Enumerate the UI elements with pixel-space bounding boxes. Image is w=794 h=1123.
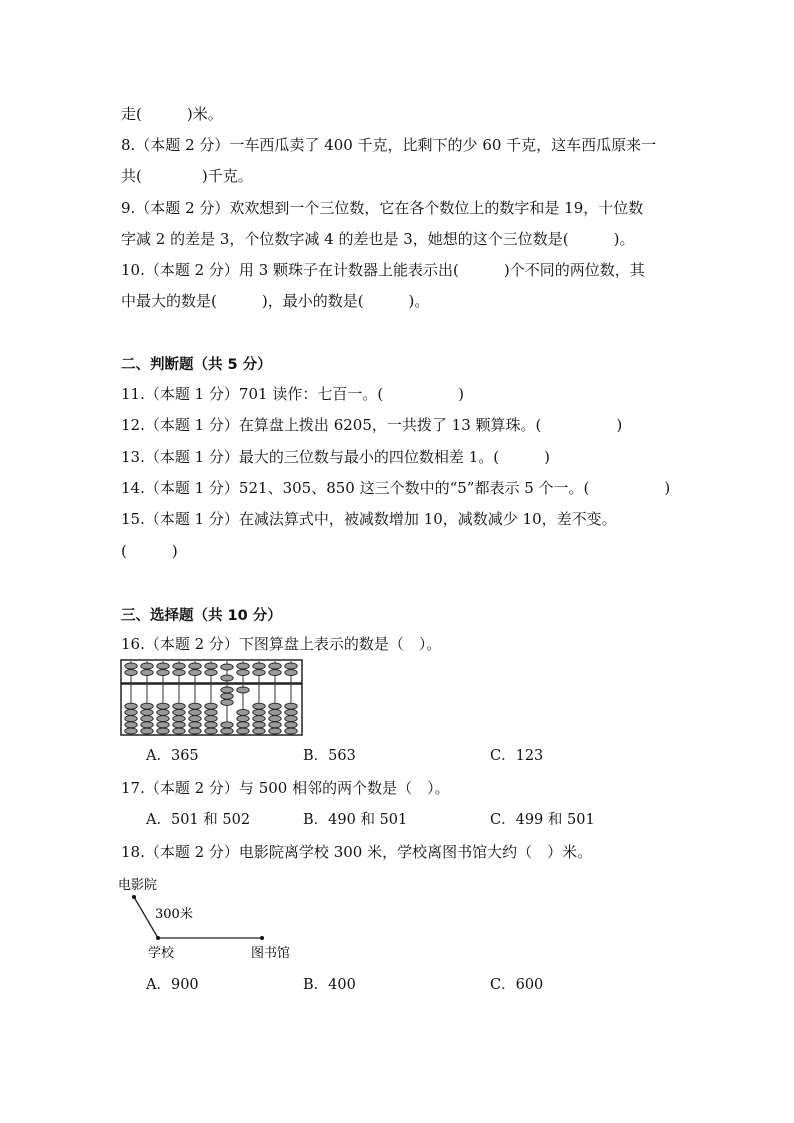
q7-tail-text: 走( )米。 — [121, 105, 223, 123]
abacus-earth-bead — [253, 722, 265, 728]
abacus-earth-bead — [205, 716, 217, 722]
abacus-earth-bead — [237, 716, 249, 722]
abacus-heaven-bead — [285, 670, 297, 676]
abacus-earth-bead — [189, 703, 201, 709]
q14-text: 14.（本题 1 分）521、305、850 这三个数中的“5”都表示 5 个一。( ) — [121, 479, 671, 497]
q12-text: 12.（本题 1 分）在算盘上拨出 6205，一共拨了 13 颗算珠。( ) — [121, 416, 623, 434]
abacus-earth-bead — [205, 728, 217, 734]
abacus-earth-bead — [285, 709, 297, 715]
abacus-earth-bead — [205, 703, 217, 709]
q16-stem: 16.（本题 2 分）下图算盘上表示的数是（ ）。 — [121, 635, 442, 653]
q16-option-c[interactable]: C．123 — [490, 748, 544, 764]
distance-diagram — [112, 872, 322, 964]
abacus-earth-bead — [173, 716, 185, 722]
q10-line1: 10.（本题 2 分）用 3 颗珠子在计数器上能表示出( )个不同的两位数，其 — [121, 261, 645, 279]
abacus-figure — [120, 658, 304, 738]
abacus-earth-bead — [269, 722, 281, 728]
abacus-heaven-bead — [157, 663, 169, 669]
abacus-heaven-bead — [285, 663, 297, 669]
abacus-heaven-bead — [189, 670, 201, 676]
abacus-heaven-bead — [173, 663, 185, 669]
abacus-earth-bead — [189, 709, 201, 715]
q15-line2: ( ) — [121, 542, 178, 560]
q11-text: 11.（本题 1 分）701 读作：七百一。( ) — [121, 385, 465, 403]
q17-option-b[interactable]: B．490 和 501 — [303, 812, 408, 828]
q17-option-c[interactable]: C．499 和 501 — [490, 812, 595, 828]
abacus-earth-bead — [125, 709, 137, 715]
abacus-earth-bead — [269, 728, 281, 734]
abacus-earth-bead — [285, 703, 297, 709]
abacus-earth-bead — [285, 728, 297, 734]
abacus-earth-bead — [205, 722, 217, 728]
abacus-heaven-bead — [237, 663, 249, 669]
section3-heading: 三、选择题（共 10 分） — [121, 608, 282, 624]
q18-option-c[interactable]: C．600 — [490, 977, 544, 993]
q15-line1: 15.（本题 1 分）在减法算式中，被减数增加 10，减数减少 10，差不变。 — [121, 510, 617, 528]
abacus-earth-bead — [221, 722, 233, 728]
abacus-heaven-bead — [221, 675, 233, 681]
abacus-earth-bead — [157, 722, 169, 728]
abacus-earth-bead — [157, 728, 169, 734]
abacus-heaven-bead — [125, 670, 137, 676]
abacus-earth-bead — [157, 709, 169, 715]
abacus-earth-bead — [237, 722, 249, 728]
cinema-point — [132, 895, 136, 899]
abacus-heaven-bead — [205, 670, 217, 676]
abacus-earth-bead — [285, 716, 297, 722]
q8-line2: 共( )千克。 — [121, 167, 253, 185]
abacus-earth-bead — [157, 716, 169, 722]
abacus-heaven-bead — [173, 670, 185, 676]
abacus-heaven-bead — [189, 663, 201, 669]
abacus-earth-bead — [141, 709, 153, 715]
abacus-heaven-bead — [141, 663, 153, 669]
school-label: 学校 — [148, 946, 175, 961]
abacus-earth-bead — [125, 728, 137, 734]
distance-label: 300米 — [155, 907, 193, 922]
abacus-earth-bead — [125, 703, 137, 709]
abacus-heaven-bead — [125, 663, 137, 669]
q18-option-a[interactable]: A．900 — [146, 977, 199, 993]
abacus-earth-bead — [173, 722, 185, 728]
abacus-earth-bead — [141, 716, 153, 722]
abacus-earth-bead — [285, 722, 297, 728]
abacus-earth-bead — [253, 703, 265, 709]
abacus-heaven-bead — [141, 670, 153, 676]
abacus-earth-bead — [221, 728, 233, 734]
abacus-heaven-bead — [221, 664, 233, 670]
q16-option-b[interactable]: B．563 — [303, 748, 356, 764]
library-point — [260, 936, 264, 940]
q9-line1: 9.（本题 2 分）欢欢想到一个三位数，它在各个数位上的数字和是 19，十位数 — [121, 199, 644, 217]
cinema-label: 电影院 — [118, 878, 158, 893]
q17-option-a[interactable]: A．501 和 502 — [146, 812, 251, 828]
q17-stem: 17.（本题 2 分）与 500 相邻的两个数是（ ）。 — [121, 779, 450, 797]
abacus-heaven-bead — [157, 670, 169, 676]
abacus-earth-bead — [125, 722, 137, 728]
abacus-earth-bead — [173, 709, 185, 715]
abacus-earth-bead — [221, 699, 233, 705]
abacus-earth-bead — [237, 687, 249, 693]
abacus-earth-bead — [253, 709, 265, 715]
abacus-earth-bead — [237, 728, 249, 734]
abacus-heaven-bead — [269, 670, 281, 676]
q13-text: 13.（本题 1 分）最大的三位数与最小的四位数相差 1。( ) — [121, 448, 550, 466]
q10-line2: 中最大的数是( )，最小的数是( )。 — [121, 292, 430, 310]
abacus-earth-bead — [253, 716, 265, 722]
abacus-earth-bead — [141, 722, 153, 728]
abacus-earth-bead — [189, 716, 201, 722]
abacus-earth-bead — [173, 703, 185, 709]
school-point — [156, 936, 160, 940]
abacus-earth-bead — [269, 716, 281, 722]
abacus-earth-bead — [125, 716, 137, 722]
abacus-earth-bead — [253, 728, 265, 734]
abacus-heaven-bead — [253, 670, 265, 676]
abacus-earth-bead — [189, 728, 201, 734]
abacus-earth-bead — [269, 703, 281, 709]
abacus-earth-bead — [189, 722, 201, 728]
abacus-earth-bead — [269, 709, 281, 715]
abacus-earth-bead — [141, 728, 153, 734]
abacus-earth-bead — [221, 693, 233, 699]
abacus-heaven-bead — [269, 663, 281, 669]
library-label: 图书馆 — [251, 946, 291, 961]
abacus-heaven-bead — [237, 670, 249, 676]
abacus-earth-bead — [237, 709, 249, 715]
abacus-heaven-bead — [253, 663, 265, 669]
abacus-earth-bead — [173, 728, 185, 734]
abacus-earth-bead — [205, 709, 217, 715]
q18-option-b[interactable]: B．400 — [303, 977, 356, 993]
section2-heading: 二、判断题（共 5 分） — [121, 357, 272, 373]
abacus-heaven-bead — [205, 663, 217, 669]
q16-option-a[interactable]: A．365 — [146, 748, 199, 764]
abacus-earth-bead — [141, 703, 153, 709]
abacus-earth-bead — [157, 703, 169, 709]
q8-line1: 8.（本题 2 分）一车西瓜卖了 400 千克，比剩下的少 60 千克，这车西瓜原来一 — [121, 136, 657, 154]
abacus-earth-bead — [221, 687, 233, 693]
q18-stem: 18.（本题 2 分）电影院离学校 300 米，学校离图书馆大约（ ）米。 — [121, 843, 593, 861]
q9-line2: 字减 2 的差是 3，个位数字减 4 的差也是 3，她想的这个三位数是( )。 — [121, 230, 635, 248]
